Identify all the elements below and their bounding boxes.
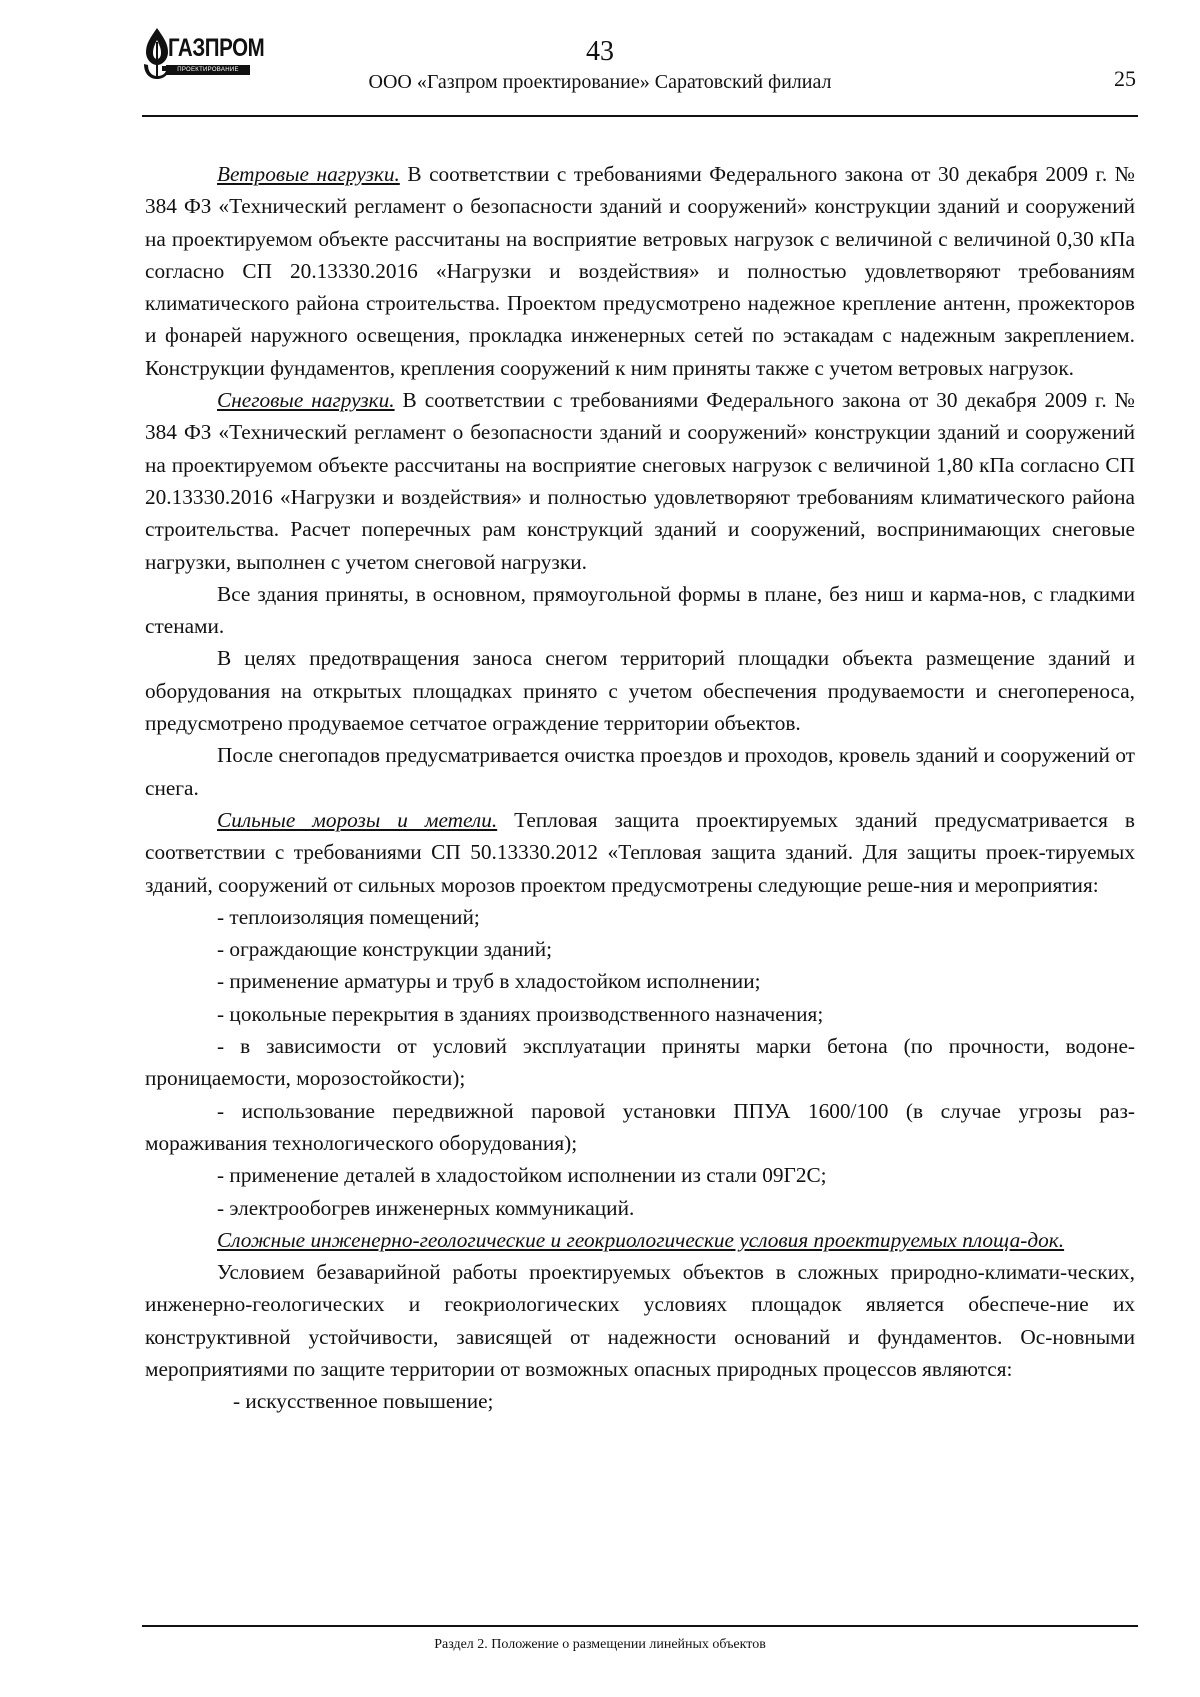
list-item: - цокольные перекрытия в зданиях производственного назначения;	[217, 1001, 824, 1026]
logo-brand-text: ГАЗПРОМ	[168, 34, 265, 62]
paragraph-snow-clearing: После снегопадов предусматривается очистка проездов и проходов, кровель зданий и сооружений от снега.	[145, 743, 1135, 800]
heading-geo-conditions	[145, 1224, 1135, 1256]
footer-section-title: Раздел 2. Положение о размещении линейных объектов	[434, 1637, 766, 1652]
paragraph-text: В соответствии с требованиями Федерального закона от 30 декабря 2009 г. № 384 ФЗ «Технический регламент о безопасности зданий и сооружений» конструкции зданий и сооружений на проектируемом объекте рассчитаны на восприятие ветровых нагрузок с величиной с величиной 0,30 кПа согласно СП 20.13330.2016 «Нагрузки и воздействия» и полностью удовлетворяют требованиям климатического района строительства. Проектом предусмотрено надежное крепление антенн, прожекторов и фонарей наружного освещения, прокладка инженерных сетей по эстакадам с надежным закреплением. Конструкции фундаментов, крепления сооружений к ним приняты также с учетом ветровых нагрузок.	[145, 162, 1135, 380]
list-item: - применение деталей в хладостойком исполнении из стали 09Г2С;	[217, 1163, 827, 1188]
header-divider	[142, 115, 1138, 117]
heading-geo-conditions-text: Сложные инженерно-геологические и геокриологические условия проектируемых площа-док.	[217, 1227, 1065, 1252]
list-item: - ограждающие конструкции зданий;	[217, 937, 553, 962]
organization-title: ООО «Газпром проектирование» Саратовский филиал	[368, 71, 832, 93]
paragraph-text: Тепловая защита проектируемых зданий предусматривается в соответствии с требованиями СП 50.13330.2012 «Тепловая защита зданий. Для защиты проек-тируемых зданий, сооружений от сильных морозов проектом предусмотрены следующие реше-ния и мероприятия:	[145, 807, 1135, 897]
document-body	[145, 158, 1135, 1418]
paragraph-text: В соответствии с требованиями Федерального закона от 30 декабря 2009 г. № 384 ФЗ «Технический регламент о безопасности зданий и сооружений» конструкции зданий и сооружений на проектируемом объекте рассчитаны на восприятие снеговых нагрузок с величиной 1,80 кПа согласно СП 20.13330.2016 «Нагрузки и воздействия» и полностью удовлетворяют требованиям климатического района строительства. Расчет поперечных рам конструкций зданий и сооружений, воспринимающих снеговые нагрузки, выполнен с учетом снеговой нагрузки.	[145, 388, 1135, 574]
paragraph-geo-conditions: Условием безаварийной работы проектируемых объектов в сложных природно-климати-ческих, инженерно-геологических и геокриологических условиях площадок является обеспече-ние их конструктивной устойчивости, зависящей от надежности оснований и фундаментов. Ос-новными мероприятиями по защите территории от возможных опасных природных процессов являются:	[145, 1260, 1135, 1381]
heading-wind-loads: Ветровые нагрузки.	[217, 162, 400, 186]
footer-divider	[142, 1625, 1138, 1627]
list-item: - электрообогрев инженерных коммуникаций.	[217, 1195, 635, 1220]
paragraph-wind-loads	[145, 158, 1135, 384]
list-item: - использование передвижной паровой установки ППУА 1600/100 (в случае угрозы раз-мораживания технологического оборудования);	[145, 1098, 1135, 1155]
paragraph-snow-loads	[145, 384, 1135, 578]
heading-frost: Сильные морозы и метели.	[217, 807, 498, 832]
list-item: - теплоизоляция помещений;	[217, 904, 480, 929]
paragraph-building-shape: Все здания приняты, в основном, прямоугольной формы в плане, без ниш и карма-нов, с гладкими стенами.	[145, 581, 1135, 639]
list-item: - применение арматуры и труб в хладостойком исполнении;	[217, 969, 761, 994]
list-item: - искусственное повышение;	[233, 1389, 494, 1414]
page-number: 43	[586, 36, 614, 67]
paragraph-snow-drift: В целях предотвращения заноса снегом территорий площадки объекта размещение зданий и оборудования на открытых площадках принято с учетом обеспечения продуваемости и снегопереноса, предусмотрено продуваемое сетчатое ограждение территории объектов.	[145, 646, 1135, 736]
logo-subtext: ПРОЕКТИРОВАНИЕ	[166, 65, 250, 75]
list-item: - в зависимости от условий эксплуатации приняты марки бетона (по прочности, водоне-проницаемости, морозостойкости);	[145, 1034, 1135, 1091]
heading-snow-loads: Снеговые нагрузки.	[217, 388, 395, 413]
sheet-number: 25	[1114, 66, 1136, 91]
paragraph-frost	[145, 804, 1135, 901]
